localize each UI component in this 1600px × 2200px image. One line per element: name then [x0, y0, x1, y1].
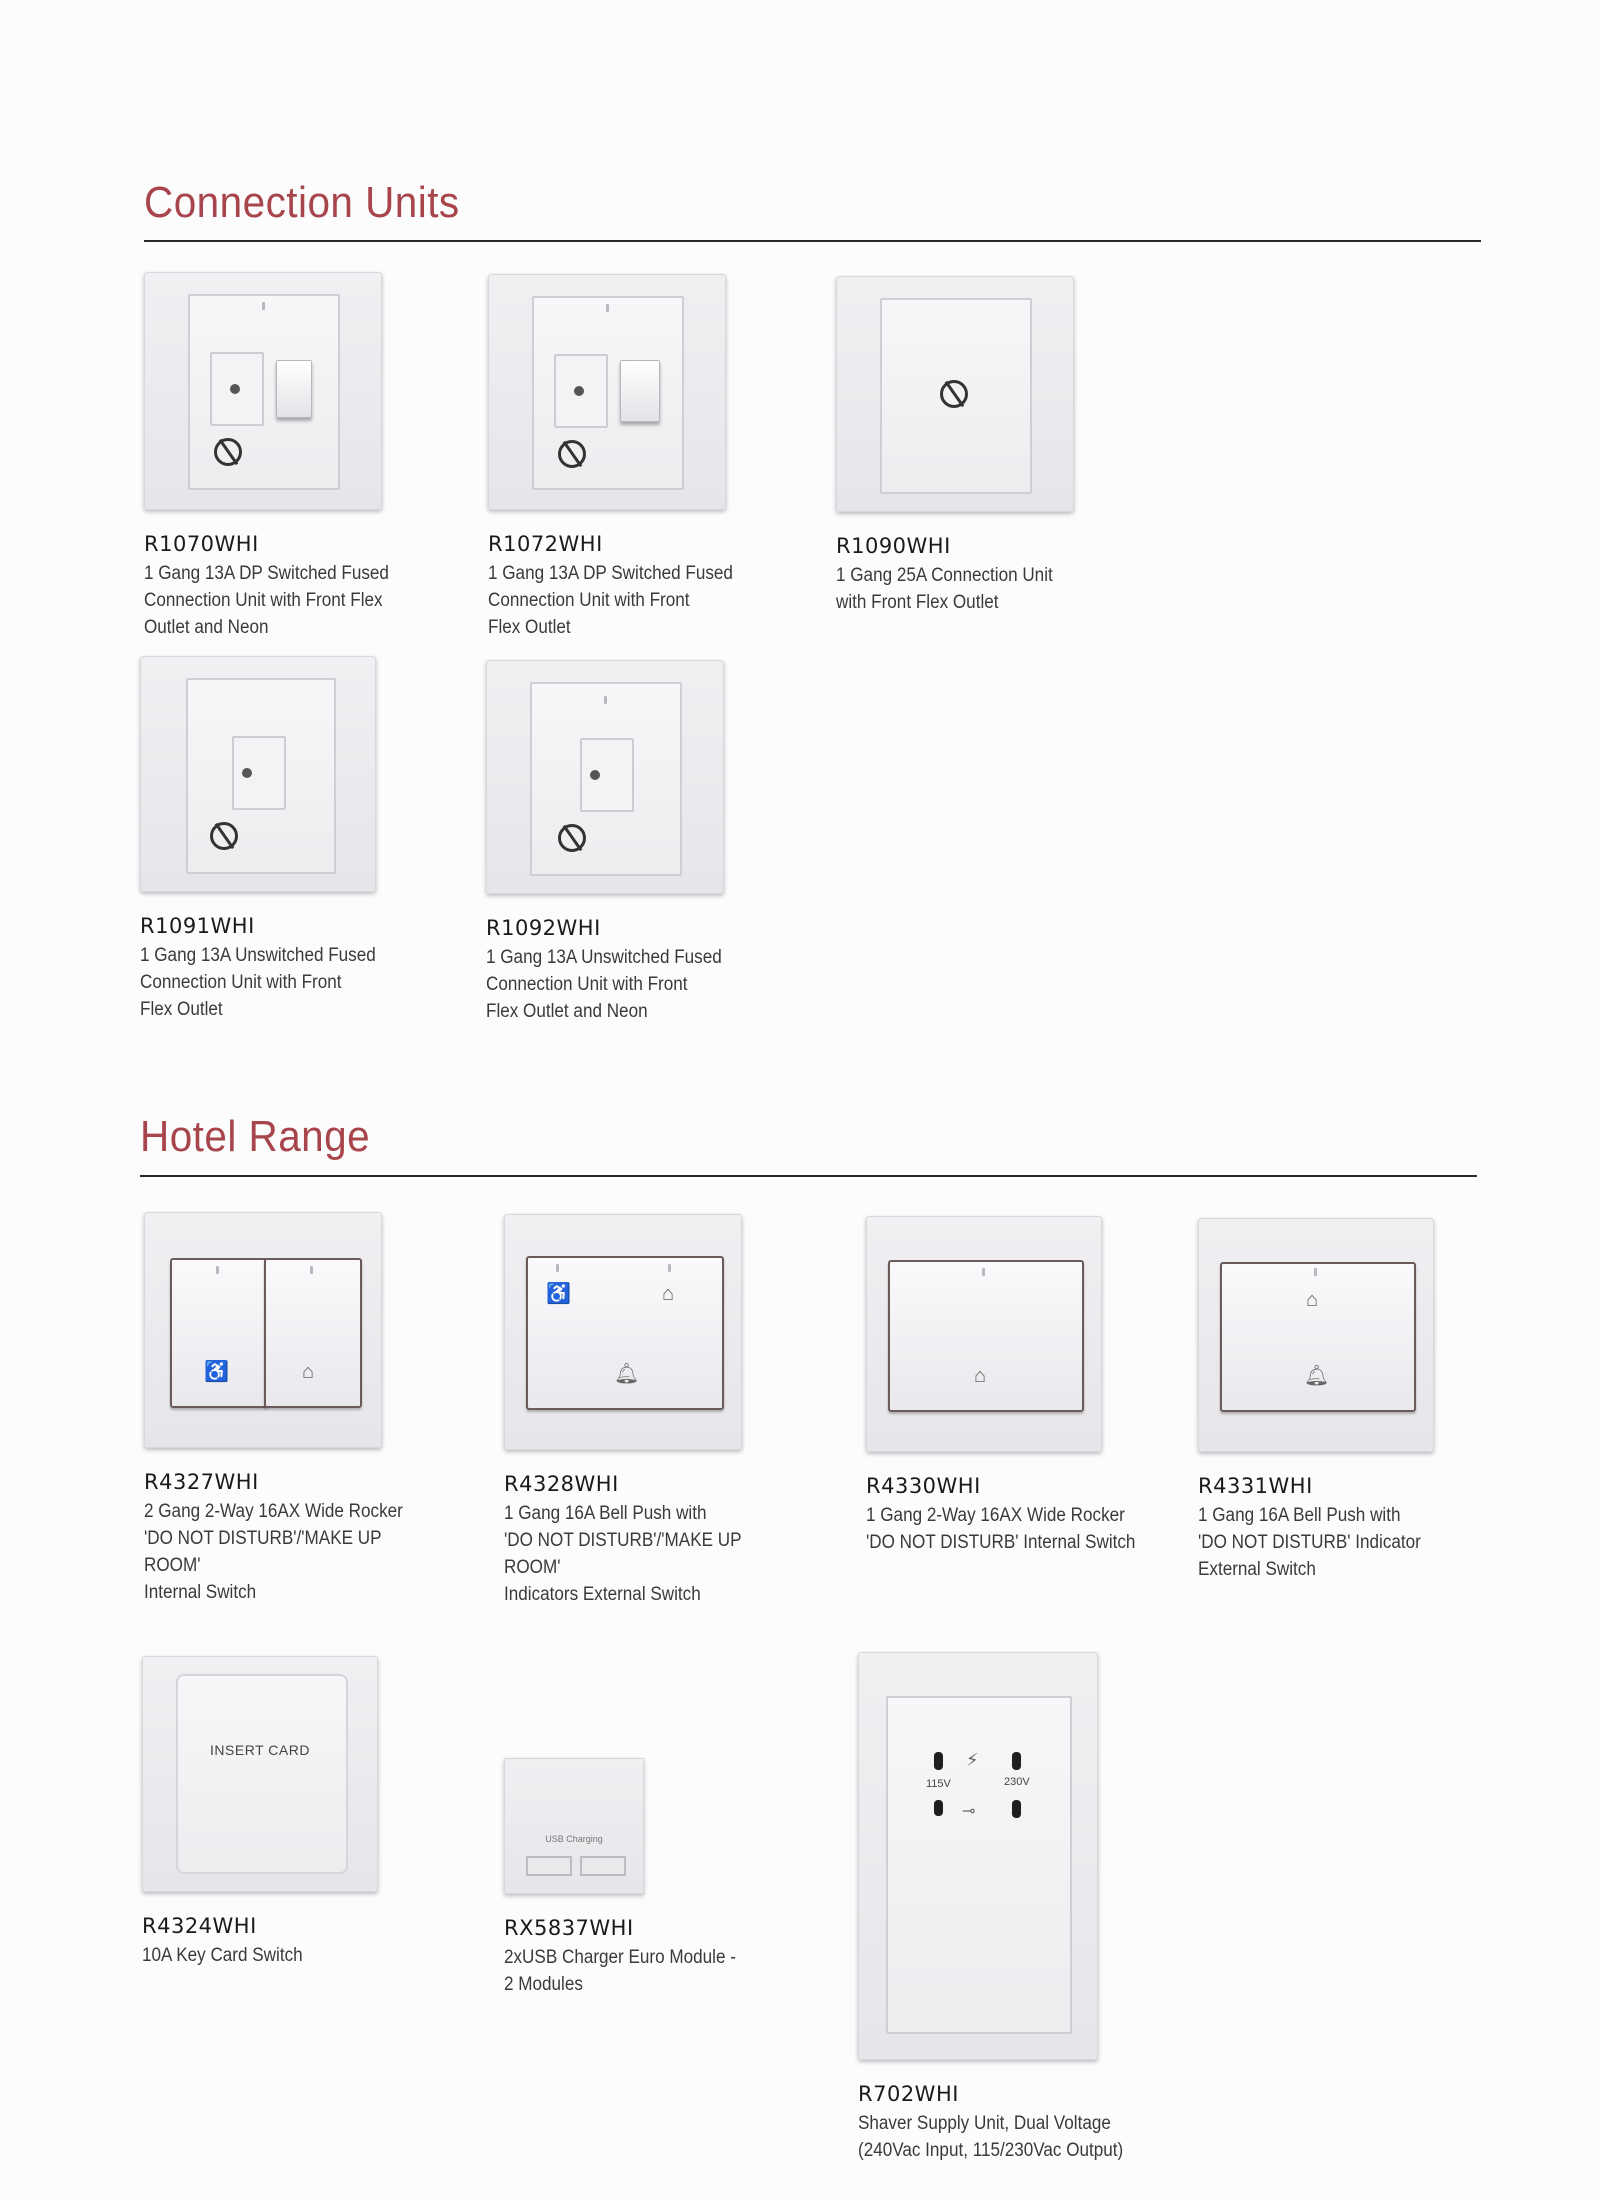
product-image — [866, 1216, 1102, 1452]
product-description: 1 Gang 13A Unswitched Fused Connection Unit with Front Flex Outlet and Neon — [486, 947, 722, 1022]
product-image — [144, 1212, 382, 1448]
product-code: R4331WHI — [1198, 1474, 1313, 1498]
bell-icon: 🔔︎ — [1304, 1365, 1330, 1387]
product-code: R702WHI — [858, 2082, 959, 2106]
make-up-room-icon: ♿ — [546, 1283, 571, 1305]
usb-charging-label: USB Charging — [545, 1834, 603, 1844]
bell-push-rocker — [526, 1256, 724, 1410]
product-r1092whi — [486, 660, 816, 1025]
product-description: 10A Key Card Switch — [142, 1945, 303, 1966]
product-description: 2xUSB Charger Euro Module - 2 Modules — [504, 1947, 736, 1995]
fuse-carrier — [232, 736, 286, 810]
do-not-disturb-icon: ⌂ — [662, 1283, 675, 1305]
socket-pin — [934, 1800, 943, 1816]
product-image — [488, 274, 726, 510]
usb-port — [580, 1856, 626, 1876]
rocker-left — [170, 1258, 268, 1408]
flex-outlet-icon — [558, 824, 586, 852]
product-description: 1 Gang 2-Way 16AX Wide Rocker 'DO NOT DISTURB' Internal Switch — [866, 1505, 1136, 1553]
flex-outlet-icon — [940, 380, 968, 408]
do-not-disturb-icon: ⌂ — [974, 1365, 987, 1387]
fuse-carrier — [580, 738, 634, 812]
wide-rocker — [888, 1260, 1084, 1412]
product-r4330whi — [866, 1216, 1196, 1556]
product-code: R4324WHI — [142, 1914, 257, 1938]
product-description: Shaver Supply Unit, Dual Voltage (240Vac Input, 115/230Vac Output) — [858, 2113, 1124, 2161]
switch-rocker — [276, 360, 312, 418]
socket-pin — [1012, 1800, 1021, 1818]
switch-rocker — [620, 360, 660, 422]
flex-outlet-icon — [210, 822, 238, 850]
product-r1090whi — [836, 276, 1166, 616]
section-divider — [144, 240, 1481, 242]
product-description: 1 Gang 13A Unswitched Fused Connection Unit with Front Flex Outlet — [140, 945, 376, 1020]
bell-icon: 🔔︎ — [614, 1363, 640, 1385]
product-code: R4328WHI — [504, 1472, 619, 1496]
key-icon: ⊸ — [962, 1803, 976, 1820]
product-code: R1091WHI — [140, 914, 255, 938]
neon-indicator — [1314, 1268, 1317, 1276]
fuse-carrier — [210, 352, 264, 426]
product-code: RX5837WHI — [504, 1916, 634, 1940]
product-code: R4330WHI — [866, 1474, 981, 1498]
neon-indicator — [606, 304, 609, 312]
product-description: 2 Gang 2-Way 16AX Wide Rocker 'DO NOT DISTURB'/'MAKE UP ROOM' Internal Switch — [144, 1501, 403, 1603]
product-code: R1090WHI — [836, 534, 951, 558]
insert-card-label: INSERT CARD — [210, 1742, 310, 1758]
neon-indicator — [604, 696, 607, 704]
product-image — [836, 276, 1074, 512]
product-description: 1 Gang 25A Connection Unit with Front Flex Outlet — [836, 565, 1053, 613]
do-not-disturb-icon: ⌂ — [1306, 1289, 1319, 1311]
product-r1072whi — [488, 274, 818, 641]
product-r1091whi — [140, 656, 470, 1023]
product-r4324whi — [142, 1656, 472, 1969]
product-r4331whi — [1198, 1218, 1528, 1583]
product-code: R1092WHI — [486, 916, 601, 940]
product-image — [144, 272, 382, 510]
product-r4327whi — [144, 1212, 474, 1606]
usb-port — [526, 1856, 572, 1876]
fuse-carrier — [554, 354, 608, 428]
product-image — [504, 1758, 644, 1894]
product-code: R1070WHI — [144, 532, 259, 556]
make-up-room-icon: ♿ — [204, 1361, 229, 1383]
product-r4328whi — [504, 1214, 834, 1608]
product-image — [140, 656, 376, 892]
section-title-hotel-range: Hotel Range — [140, 1112, 371, 1161]
voltage-label-230: 230V — [1004, 1776, 1030, 1788]
neon-indicator — [216, 1266, 219, 1274]
neon-indicator — [262, 302, 265, 310]
section-title-connection-units: Connection Units — [144, 178, 460, 227]
product-code: R4327WHI — [144, 1470, 259, 1494]
product-code: R1072WHI — [488, 532, 603, 556]
product-r702whi — [858, 1652, 1188, 2164]
voltage-label-115: 115V — [926, 1778, 951, 1790]
product-description: 1 Gang 16A Bell Push with 'DO NOT DISTURB' Indicator External Switch — [1198, 1505, 1421, 1580]
product-image — [504, 1214, 742, 1450]
flex-outlet-icon — [558, 440, 586, 468]
product-r1070whi — [144, 272, 474, 641]
shaver-icon: ⚡︎ — [966, 1750, 979, 1770]
product-image — [486, 660, 724, 894]
product-description: 1 Gang 16A Bell Push with 'DO NOT DISTURB'/'MAKE UP ROOM' Indicators External Switch — [504, 1503, 742, 1605]
bell-push-rocker — [1220, 1262, 1416, 1412]
product-image — [858, 1652, 1098, 2060]
neon-indicator — [668, 1264, 671, 1272]
product-rx5837whi — [504, 1758, 834, 1998]
card-slot-housing — [176, 1674, 348, 1874]
rocker-right — [264, 1258, 362, 1408]
product-image — [142, 1656, 378, 1892]
product-description: 1 Gang 13A DP Switched Fused Connection Unit with Front Flex Outlet and Neon — [144, 563, 389, 638]
neon-indicator — [982, 1268, 985, 1276]
flex-outlet-icon — [214, 438, 242, 466]
section-divider — [140, 1175, 1477, 1177]
do-not-disturb-icon: ⌂ — [302, 1361, 315, 1383]
product-description: 1 Gang 13A DP Switched Fused Connection Unit with Front Flex Outlet — [488, 563, 733, 638]
socket-pin — [934, 1752, 943, 1770]
neon-indicator — [310, 1266, 313, 1274]
product-image — [1198, 1218, 1434, 1452]
neon-indicator — [556, 1264, 559, 1272]
socket-pin — [1012, 1752, 1021, 1770]
